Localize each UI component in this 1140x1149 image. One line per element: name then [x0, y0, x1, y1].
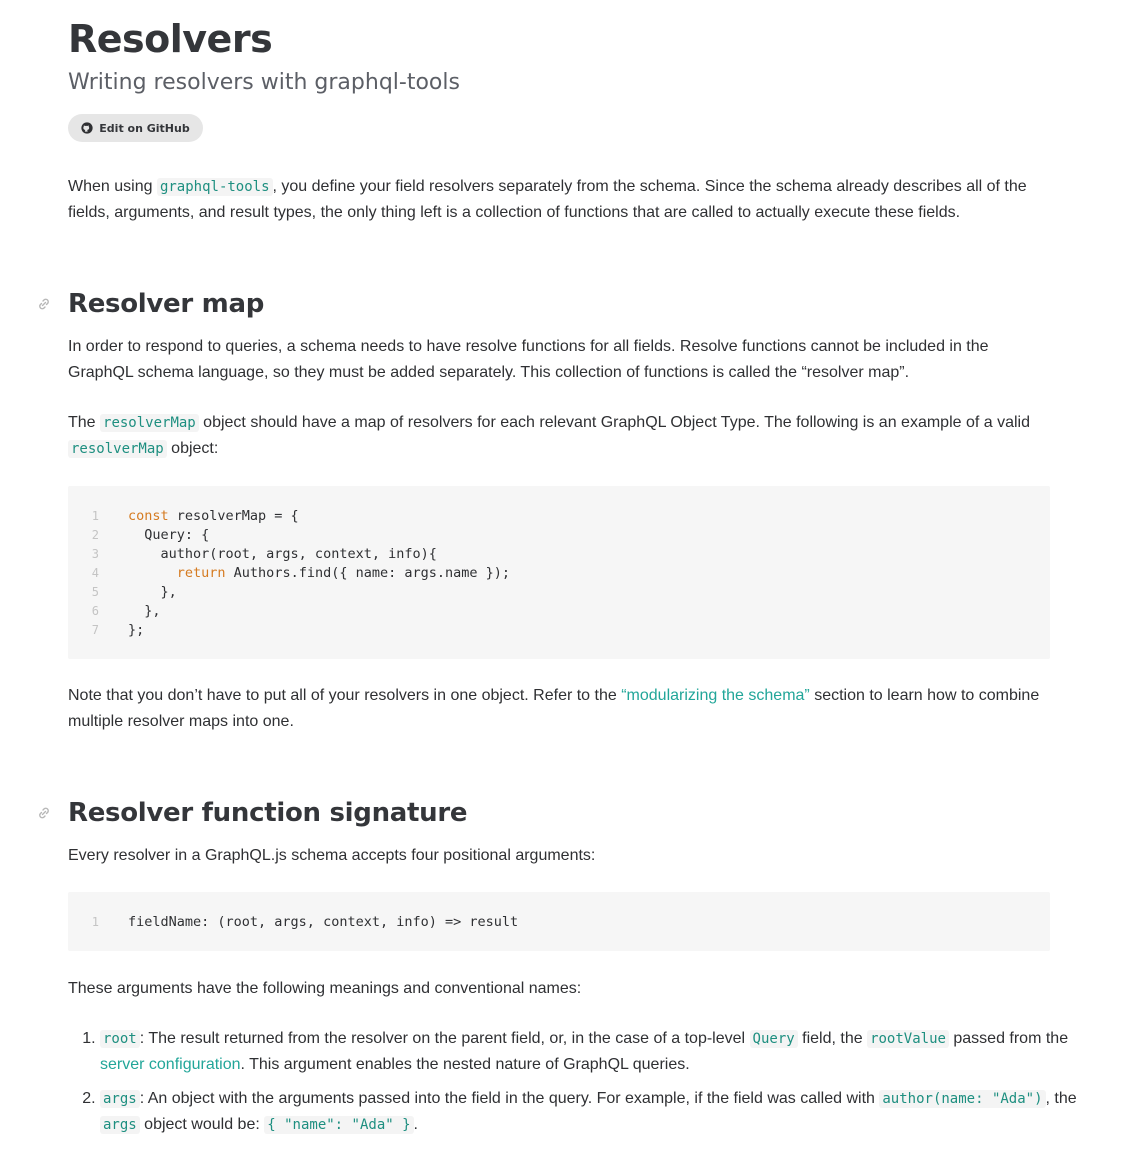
list-text: : The result returned from the resolver on the parent field, or, in the case of a top-level: [139, 1030, 750, 1047]
list-text: , the: [1045, 1090, 1077, 1107]
list-text: . This argument enables the nested nature of GraphQL queries.: [240, 1056, 690, 1073]
resolver-map-paragraph: In order to respond to queries, a schema needs to have resolve functions for all fields. Resolve functions cannot be included in the GraphQL schema language, so they must be added separately. This collection of functions is called the “resolver map”.: [68, 338, 989, 381]
paragraph-text: The: [68, 414, 101, 431]
code-line: [68, 601, 1050, 620]
section-heading-text: Resolver function signature: [68, 798, 468, 828]
signature-intro-paragraph: Every resolver in a GraphQL.js schema accepts four positional arguments:: [68, 847, 596, 864]
code-text: resolverMap = {: [168, 507, 299, 524]
page-subtitle: Writing resolvers with graphql-tools: [68, 70, 460, 95]
code-line: [68, 582, 1050, 601]
code-text: },: [128, 602, 161, 619]
page-title: Resolvers: [68, 17, 273, 61]
code-line: [68, 544, 1050, 563]
code-block-resolver-map: [68, 486, 1050, 659]
line-number: 4: [91, 565, 99, 580]
code-text: author(root, args, context, info){: [128, 545, 437, 562]
inline-code: resolverMap: [68, 440, 167, 458]
code-keyword: const: [128, 507, 169, 524]
code-line: [68, 506, 1050, 525]
line-number: 2: [91, 527, 99, 542]
line-number: 1: [91, 914, 99, 929]
inline-code: resolverMap: [100, 414, 199, 432]
arguments-list: [68, 1026, 1082, 1146]
code-text: Query: {: [128, 526, 210, 543]
inline-code: author(name: "Ada"): [879, 1090, 1045, 1108]
list-text: passed from the: [948, 1030, 1069, 1047]
section-heading-text: Resolver map: [68, 289, 265, 319]
line-number: 6: [91, 603, 99, 618]
code-text: };: [128, 621, 145, 638]
intro-paragraph: [68, 174, 1050, 226]
arguments-meaning-paragraph: These arguments have the following meanings and conventional names:: [68, 980, 582, 997]
line-number: 7: [91, 622, 99, 637]
resolver-map-object-paragraph: [68, 410, 1050, 462]
list-item-args: [100, 1086, 1082, 1138]
inline-code: args: [100, 1090, 140, 1108]
inline-code: rootValue: [867, 1030, 949, 1048]
inline-code: { "name": "Ada" }: [264, 1116, 413, 1134]
github-icon: [81, 122, 93, 134]
code-text: },: [128, 583, 177, 600]
github-button-label: Edit on GitHub: [99, 121, 190, 135]
section-heading-resolver-signature: [68, 796, 467, 830]
line-number: 1: [91, 508, 99, 523]
code-line: [68, 563, 1050, 582]
inline-code: graphql-tools: [157, 178, 273, 196]
code-line: [68, 525, 1050, 544]
list-text: object would be:: [139, 1116, 265, 1133]
code-block-signature: [68, 892, 1050, 951]
paragraph-text: section to learn how to combine multiple resolver maps into one.: [68, 687, 1040, 730]
inline-code: root: [100, 1030, 140, 1048]
intro-text: When using: [68, 178, 157, 195]
link-anchor-icon[interactable]: [36, 805, 52, 821]
edit-on-github-button[interactable]: [68, 114, 203, 142]
code-text: fieldName: (root, args, context, info) => result: [128, 913, 519, 930]
line-number: 3: [91, 546, 99, 561]
modularizing-schema-link[interactable]: “modularizing the schema”: [621, 687, 810, 704]
modularizing-note-paragraph: [68, 683, 1050, 735]
list-text: : An object with the arguments passed into the field in the query. For example, if the field was called with: [139, 1090, 880, 1107]
inline-code: Query: [750, 1030, 798, 1048]
link-anchor-icon[interactable]: [36, 296, 52, 312]
list-text: field, the: [797, 1030, 868, 1047]
paragraph-text: object:: [166, 440, 219, 457]
code-line: [68, 912, 1050, 931]
code-keyword: return: [128, 564, 226, 581]
line-number: 5: [91, 584, 99, 599]
server-configuration-link[interactable]: server configuration: [100, 1056, 241, 1073]
code-line: [68, 620, 1050, 639]
paragraph-text: object should have a map of resolvers for each relevant GraphQL Object Type. The following is an example of a valid: [198, 414, 1031, 431]
paragraph-text: Note that you don’t have to put all of your resolvers in one object. Refer to the: [68, 687, 622, 704]
intro-text: , you define your field resolvers separately from the schema. Since the schema already describes all of the fields, arguments, and result types, the only thing left is a collection of functions that are called to actually execute these fields.: [68, 178, 1027, 221]
inline-code: args: [100, 1116, 140, 1134]
list-text: .: [413, 1116, 418, 1133]
section-heading-resolver-map: [68, 287, 264, 321]
code-text: Authors.find({ name: args.name });: [225, 564, 511, 581]
list-item-root: [100, 1026, 1082, 1078]
